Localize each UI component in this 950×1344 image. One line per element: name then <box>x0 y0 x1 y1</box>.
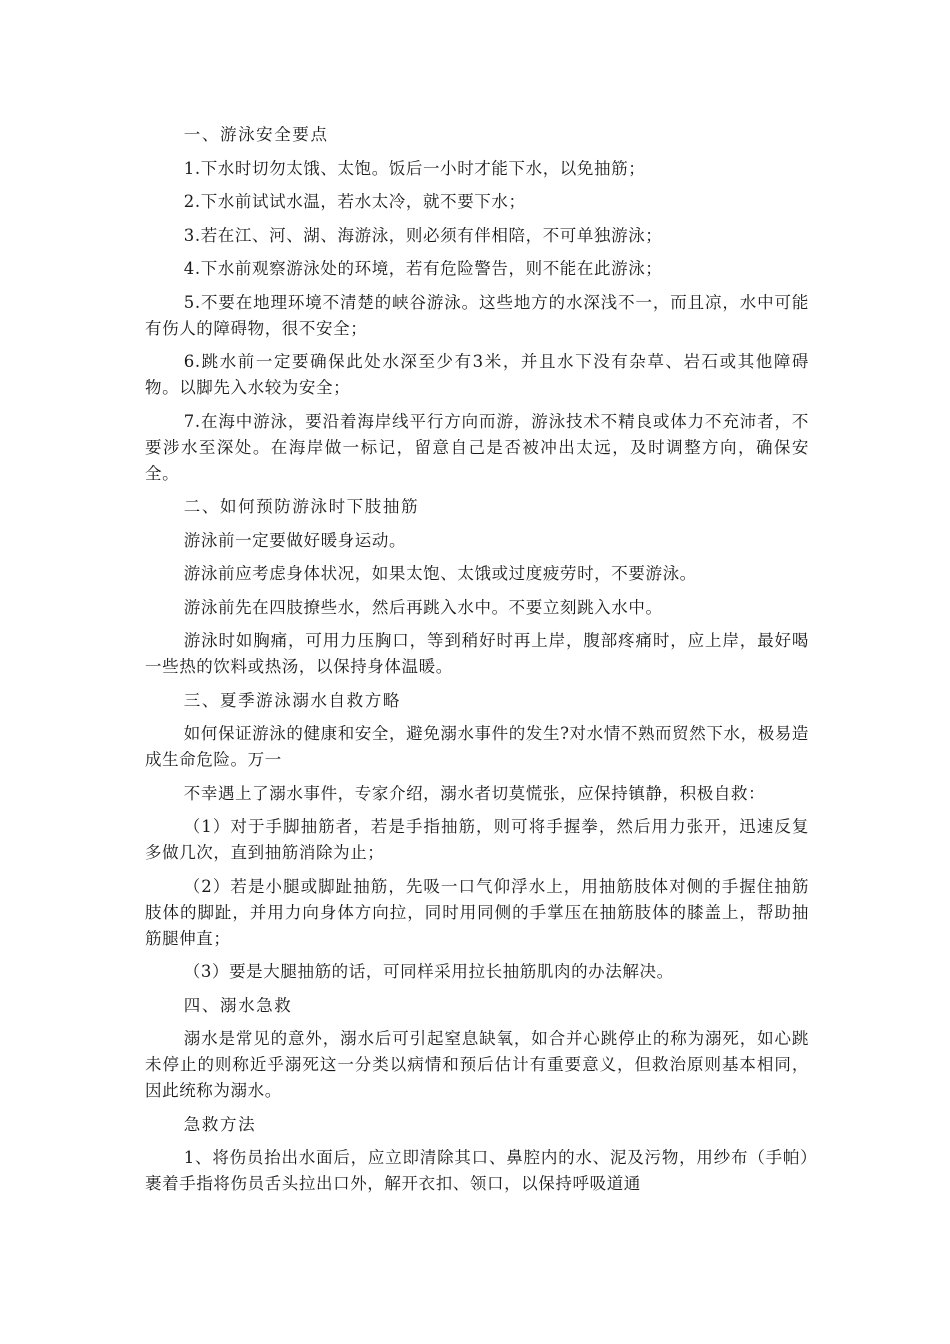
body-paragraph: 不幸遇上了溺水事件，专家介绍，溺水者切莫慌张，应保持镇静，积极自救： <box>183 783 766 803</box>
list-item: 5.不要在地理环境不清楚的峡谷游泳。这些地方的水深浅不一，而且凉，水中可能有伤人的障碍物，很不安全； <box>145 292 809 338</box>
section-heading-4: 四、溺水急救 <box>183 995 293 1015</box>
list-item: 7.在海中游泳，要沿着海岸线平行方向而游，游泳技术不精良或体力不充沛者，不要涉水至深处。在海岸做一标记，留意自己是否被冲出太远，及时调整方向，确保安全。 <box>145 411 809 483</box>
list-item: 2.下水前试试水温，若水太冷，就不要下水； <box>183 192 526 211</box>
list-item: （2）若是小腿或脚趾抽筋，先吸一口气仰浮水上，用抽筋肢体对侧的手握住抽筋肢体的脚趾，并用力向身体方向拉，同时用同侧的手掌压在抽筋肢体的膝盖上，帮助抽筋腿伸直； <box>145 876 809 948</box>
list-item: （1）对于手脚抽筋者，若是手指抽筋，则可将手握拳，然后用力张开，迅速反复多做几次，直到抽筋消除为止； <box>145 817 809 862</box>
section-heading-2: 二、如何预防游泳时下肢抽筋 <box>183 497 420 516</box>
body-paragraph: 游泳前一定要做好暖身运动。 <box>183 530 407 550</box>
body-paragraph: 游泳时如胸痛，可用力压胸口，等到稍好时再上岸，腹部疼痛时，应上岸，最好喝一些热的饮料或热汤，以保持身体温暖。 <box>145 631 809 676</box>
section-heading-3: 三、夏季游泳溺水自救方略 <box>183 690 401 710</box>
list-item: 6.跳水前一定要确保此处水深至少有3米，并且水下没有杂草、岩石或其他障碍物。以脚先入水较为安全； <box>145 352 809 397</box>
list-item: （3）要是大腿抽筋的话，可同样采用拉长抽筋肌肉的办法解决。 <box>183 962 674 981</box>
body-paragraph: 如何保证游泳的健康和安全，避免溺水事件的发生?对水情不熟而贸然下水，极易造成生命危险。万一 <box>145 724 809 769</box>
list-item: 4.下水前观察游泳处的环境，若有危险警告，则不能在此游泳； <box>183 259 663 278</box>
body-paragraph: 游泳前应考虑身体状况，如果太饱、太饿或过度疲劳时，不要游泳。 <box>183 564 697 583</box>
section-heading-1: 一、游泳安全要点 <box>183 125 329 144</box>
subsection-heading: 急救方法 <box>183 1114 257 1134</box>
body-paragraph: 溺水是常见的意外，溺水后可引起窒息缺氧，如合并心跳停止的称为溺死，如心跳未停止的则称近乎溺死这一分类以病情和预后估计有重要意义，但救治原则基本相同，因此统称为溺水。 <box>145 1029 809 1100</box>
list-item: 3.若在江、河、湖、海游泳，则必须有伴相陪，不可单独游泳； <box>183 225 663 245</box>
document-body <box>145 122 809 1205</box>
body-paragraph: 游泳前先在四肢撩些水，然后再跳入水中。不要立刻跳入水中。 <box>183 597 663 617</box>
list-item: 1.下水时切勿太饿、太饱。饭后一小时才能下水，以免抽筋； <box>183 158 646 178</box>
list-item: 1、将伤员抬出水面后，应立即清除其口、鼻腔内的水、泥及污物，用纱布（手帕）裹着手指将伤员舌头拉出口外，解开衣扣、领口，以保持呼吸道通 <box>145 1148 809 1193</box>
